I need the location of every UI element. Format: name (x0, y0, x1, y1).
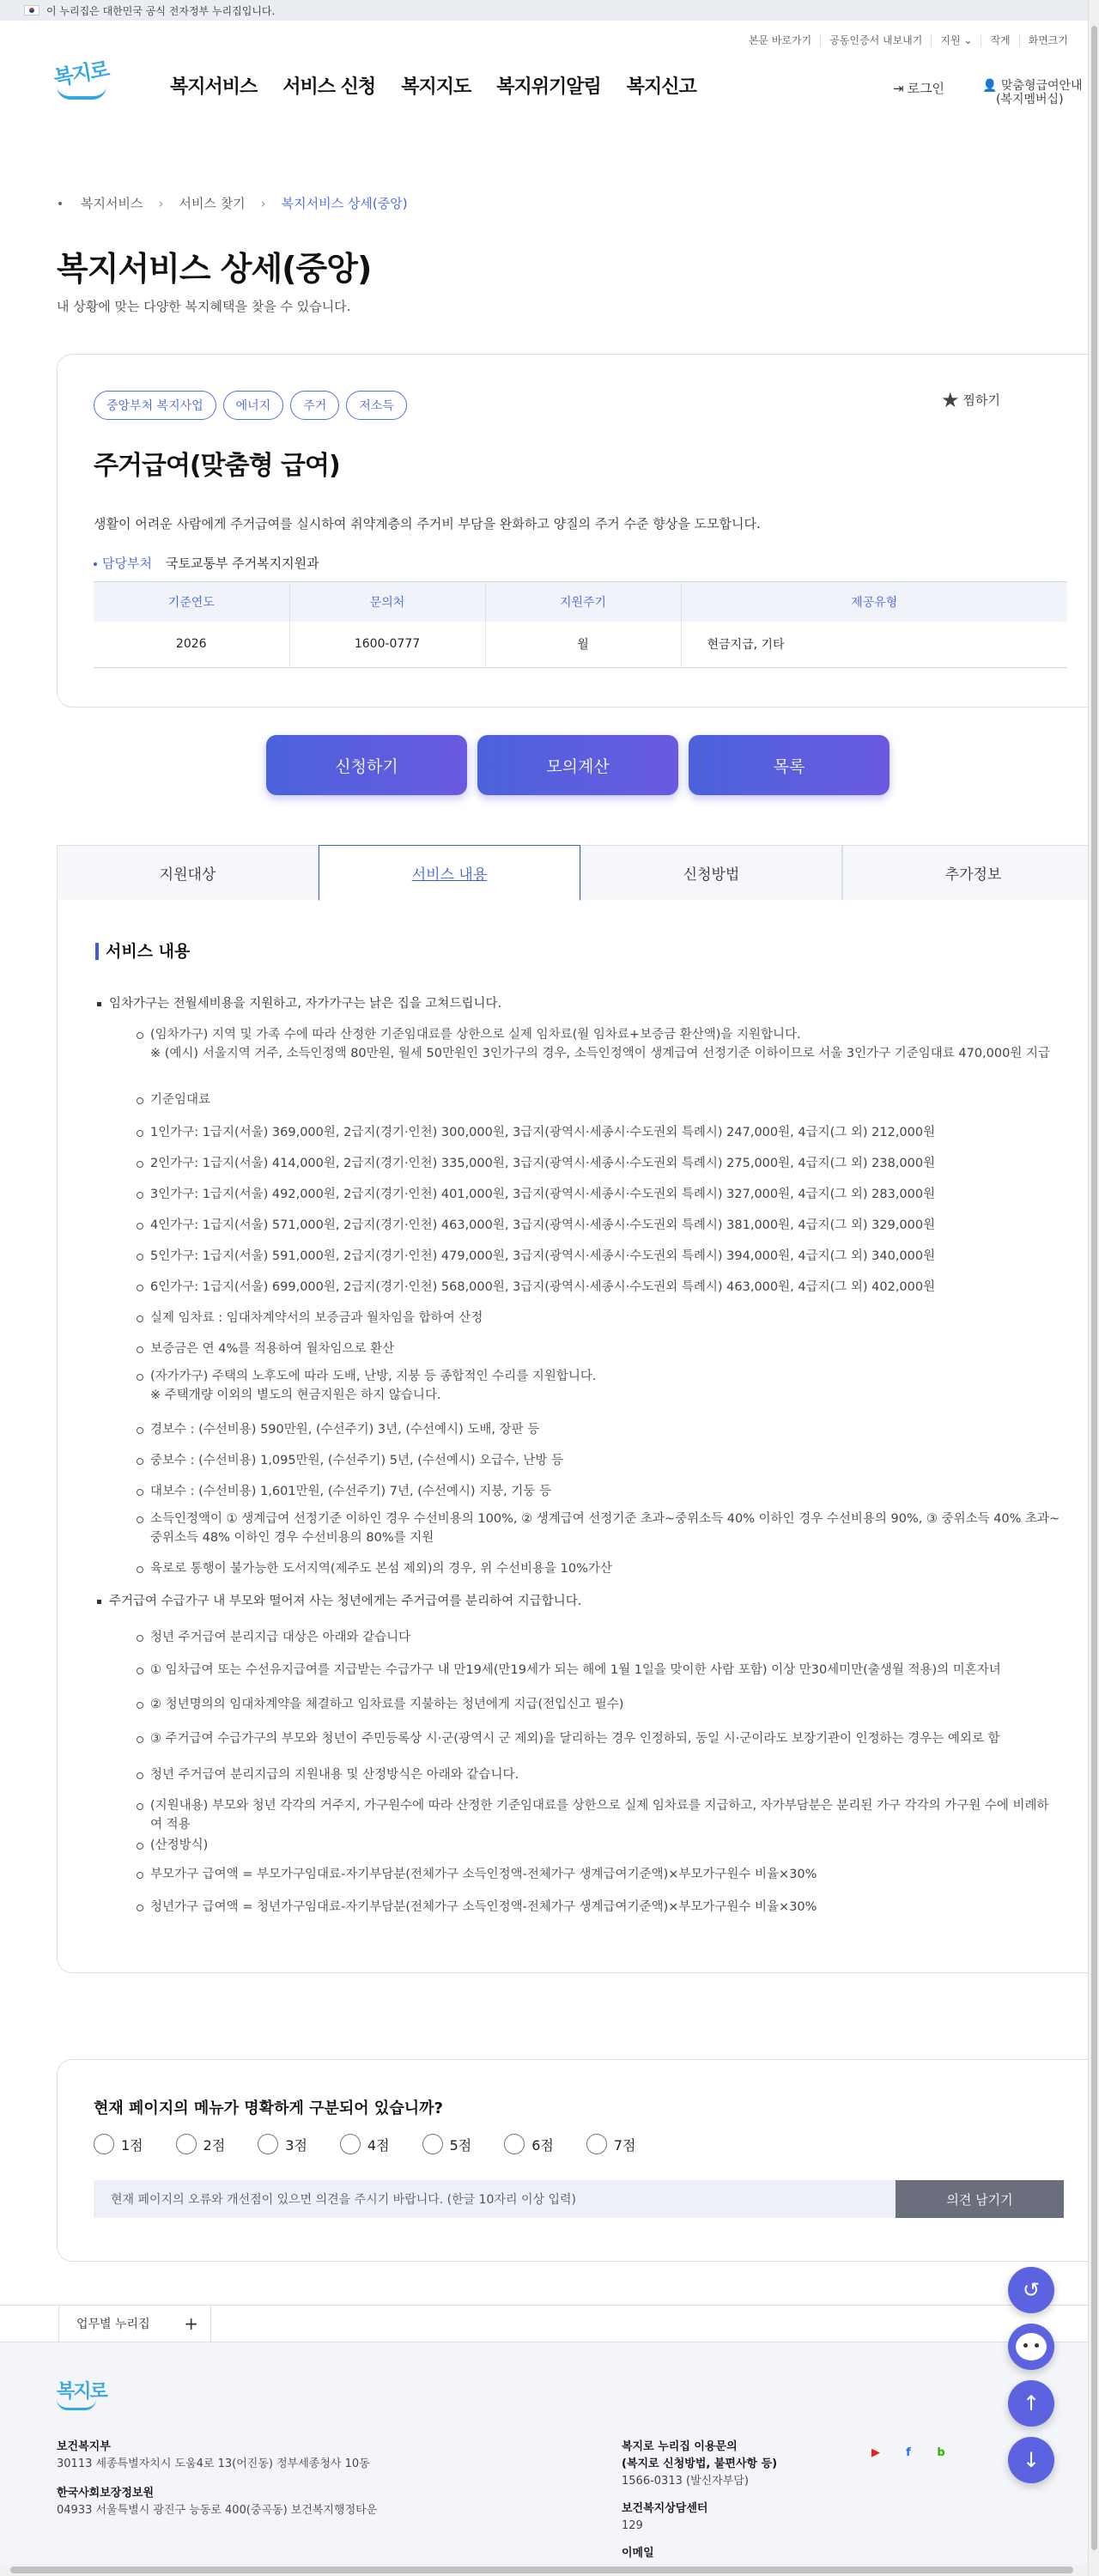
list-item (150, 1482, 1069, 1501)
radio-icon (94, 2134, 114, 2154)
list-item (150, 1628, 1069, 1647)
list-item (150, 1154, 1069, 1173)
list-item (150, 1420, 1069, 1439)
list-item-text: 대보수 : (수선비용) 1,601만원, (수선주기) 7년, (수선예시) 지붕, 기둥 등 (150, 1485, 552, 1498)
footer-logo: 복지로 (57, 2377, 106, 2403)
satisfaction-survey (57, 2059, 1099, 2262)
chevron-right-icon: › (158, 195, 164, 211)
tag-energy[interactable]: 에너지 (223, 391, 284, 420)
breadcrumb-item[interactable]: 복지서비스 (81, 196, 143, 211)
screen-size-button[interactable]: 화면크기 (1028, 34, 1068, 46)
rating-option[interactable] (340, 2134, 390, 2154)
list-item (150, 1898, 1069, 1917)
list-item (150, 1185, 1069, 1204)
list-item-text: 부모가구 급여액 = 부모가구임대료-자기부담분(전체가구 소득인정액-전체가구 생계급여기준액)×부모가구원수 비율×30% (150, 1868, 817, 1881)
list-button[interactable]: 목록 (689, 735, 890, 795)
floating-buttons (1008, 2267, 1054, 2483)
tab-eligibility[interactable]: 지원대상 (57, 845, 319, 900)
favorite-label: 찜하기 (962, 392, 1000, 408)
radio-icon (586, 2134, 607, 2154)
list-item-text: 실제 임차료 : 임대차계약서의 보증금과 월차임을 합하여 산정 (150, 1311, 483, 1325)
table-header-row (94, 582, 1067, 622)
utility-menu (740, 34, 1077, 46)
list-item (150, 1796, 1069, 1834)
service-description: 생활이 어려운 사람에게 주거급여를 실시하여 취약계층의 주거비 부담을 완화하고 양질의 주거 수준 향상을 도모합니다. (94, 516, 761, 532)
nav-welfare-report[interactable]: 복지신고 (626, 76, 696, 98)
list-item-note: ※ (예시) 서울지역 거주, 소득인정액 80만원, 월세 50만원인 3인가구의 경우, 소득인정액이 생계급여 선정기준 이하이므로 서울 3인가구 기준임대료 470,000원 지급 (150, 1047, 1050, 1060)
service-title: 주거급여(맞춤형 급여) (94, 451, 340, 481)
table-header: 지원주기 (485, 582, 681, 622)
rating-option[interactable] (94, 2134, 143, 2154)
sns-links (865, 2442, 951, 2463)
table-cell: 1600-0777 (289, 622, 485, 668)
scrollbar-thumb[interactable] (10, 2567, 1073, 2573)
biz-portal-toggle[interactable] (58, 2306, 211, 2342)
list-item (150, 1278, 1069, 1297)
logo-smile-icon (57, 86, 106, 100)
list-item (109, 1592, 581, 1611)
list-item-text: 기준임대료 (150, 1093, 211, 1107)
center-phone: 129 (622, 2519, 643, 2532)
rating-label: 5점 (449, 2136, 472, 2154)
rating-label: 7점 (613, 2136, 636, 2154)
nav-crisis-alert[interactable]: 복지위기알림 (496, 76, 601, 98)
list-item (150, 1340, 1069, 1358)
rating-option[interactable] (176, 2134, 226, 2154)
tab-how-to-apply[interactable]: 신청방법 (580, 845, 842, 900)
membership-label: (복지멤버십) (996, 93, 1064, 106)
list-item (109, 994, 501, 1013)
nav-welfare-services[interactable]: 복지서비스 (170, 76, 258, 98)
survey-question: 현재 페이지의 메뉴가 명확하게 구분되어 있습니까? (94, 2099, 443, 2117)
radio-icon (258, 2134, 278, 2154)
list-item-text: 보증금은 연 4%를 적용하여 월차임으로 환산 (150, 1342, 395, 1356)
font-small-button[interactable]: 작게 (981, 34, 1019, 46)
rating-label: 2점 (203, 2136, 226, 2154)
list-item-text: 5인가구: 1급지(서울) 591,000원, 2급지(경기·인천) 479,000원, 3급지(광역시·세종시·수도권외 특례시) 394,000원, 4급지(그 외) 340,000원 (150, 1249, 936, 1263)
mascot-face-icon (1016, 2333, 1047, 2360)
list-item-text: 1인가구: 1급지(서울) 369,000원, 2급지(경기·인천) 300,000원, 3급지(광역시·세종시·수도권외 특례시) 247,000원, 4급지(그 외) 212,000원 (150, 1126, 936, 1139)
nav-welfare-map[interactable]: 복지지도 (401, 76, 471, 98)
korea-flag-icon (24, 5, 39, 15)
list-item (150, 1865, 1069, 1884)
section-title: 서비스 내용 (95, 943, 190, 960)
plus-icon: + (184, 2313, 198, 2334)
footer-org-2 (57, 2485, 377, 2519)
department-row (94, 554, 319, 572)
vertical-scrollbar[interactable] (1088, 0, 1099, 2576)
language-select[interactable] (932, 34, 981, 46)
list-item (150, 1451, 1069, 1470)
rating-options (94, 2134, 635, 2154)
gov-banner (0, 0, 1099, 21)
table-cell: 2026 (94, 622, 289, 668)
page-title: 복지서비스 상세(중앙) (57, 250, 372, 288)
radio-icon (422, 2134, 443, 2154)
list-item-text: 청년 주거급여 분리지급 대상은 아래와 같습니다 (150, 1631, 411, 1644)
list-item-text: ③ 주거급여 수급가구의 부모와 청년이 주민등록상 시·군(광역시 군 제외)을 달리하는 경우 인정하되, 동일 시·군이라도 보장기관이 인정하는 경우는 예외로 함 (150, 1732, 1000, 1746)
list-item (150, 1247, 1069, 1266)
biz-portal-bar (0, 2305, 1088, 2342)
department-label: 담당부처 (94, 554, 152, 572)
custom-benefit-link[interactable] (982, 79, 1090, 106)
feedback-input[interactable]: 현재 페이지의 오류와 개선점이 있으면 의견을 주시기 바랍니다. (한글 10자리 이상 입력) (94, 2180, 896, 2218)
language-label: 지원 (940, 34, 961, 46)
footer-inquiry (622, 2439, 777, 2562)
org-address: 30113 세종특별자치시 도움4로 13(어진동) 정부세종청사 10동 (57, 2458, 370, 2470)
list-item (150, 1025, 1069, 1063)
list-item-text: 경보수 : (수선비용) 590만원, (수선주기) 3년, (수선예시) 도배, 장판 등 (150, 1423, 540, 1437)
action-buttons (266, 735, 890, 795)
tab-additional-info[interactable]: 추가정보 (842, 845, 1099, 900)
table-header: 제공유형 (681, 582, 1067, 622)
list-item-text: 2인가구: 1급지(서울) 414,000원, 2급지(경기·인천) 335,000원, 3급지(광역시·세종시·수도권외 특례시) 275,000원, 4급지(그 외) 238,000원 (150, 1157, 936, 1170)
list-item-note: ※ 주택개량 이외의 별도의 현금지원은 하지 않습니다. (150, 1388, 441, 1402)
scrollbar-thumb[interactable] (1091, 26, 1097, 2550)
list-item (150, 1216, 1069, 1235)
skip-to-content-link[interactable]: 본문 바로가기 (740, 34, 821, 46)
export-certificate-link[interactable]: 공동인증서 내보내기 (821, 34, 932, 46)
gov-banner-text: 이 누리집은 대한민국 공식 전자정부 누리집입니다. (46, 4, 276, 17)
table-row (94, 622, 1067, 668)
table-cell: 월 (485, 622, 681, 668)
inquiry-title: 복지로 누리집 이용문의 (622, 2440, 738, 2453)
breadcrumb (58, 194, 408, 212)
list-item (150, 1091, 1069, 1109)
list-item (150, 1661, 1069, 1680)
rating-option[interactable] (258, 2134, 307, 2154)
facebook-icon[interactable]: f (906, 2445, 911, 2459)
list-item-text: (산정방식) (150, 1838, 209, 1852)
list-item-note: 여 적용 (150, 1818, 191, 1832)
rating-option[interactable] (504, 2134, 554, 2154)
arrow-down-icon[interactable]: ↓ (1008, 2437, 1054, 2483)
list-item (150, 1729, 1069, 1748)
list-item-text: 3인가구: 1급지(서울) 492,000원, 2급지(경기·인천) 401,000원, 3급지(광역시·세종시·수도권외 특례시) 327,000원, 4급지(그 외) 283,000원 (150, 1188, 936, 1201)
list-item (150, 1510, 1069, 1547)
rating-label: 1점 (121, 2136, 143, 2154)
person-icon: 👤 (982, 79, 998, 93)
list-item-text: 소득인정액이 ① 생계급여 선정기준 이하인 경우 수선비용의 100%, ② 생계급여 선정기준 초과~중위소득 40% 이하인 경우 수선비용의 90%, ③ 중위소득 40% 초과~ (150, 1512, 1060, 1526)
simulate-button[interactable]: 모의계산 (477, 735, 678, 795)
home-icon[interactable] (58, 202, 62, 205)
list-item (150, 1836, 1069, 1855)
login-link[interactable] (893, 79, 944, 97)
horizontal-scrollbar[interactable] (0, 2564, 1088, 2576)
blog-icon[interactable]: b (937, 2445, 945, 2459)
list-item-text: 주거급여 수급가구 내 부모와 떨어져 사는 청년에게는 주거급여를 분리하여 지급합니다. (109, 1595, 582, 1608)
list-item-text: 임차가구는 전월세비용을 지원하고, 자가가구는 낡은 집을 고쳐드립니다. (109, 997, 502, 1011)
logo-text: 복지로 (52, 57, 110, 91)
login-label: 로그인 (907, 81, 945, 96)
list-item-text: 청년 주거급여 분리지급의 지원내용 및 산정방식은 아래와 같습니다. (150, 1768, 519, 1782)
list-item (150, 1559, 1069, 1578)
tag-list (94, 391, 407, 420)
list-item-text: ② 청년명의의 임대차계약을 체결하고 임차료를 지불하는 청년에게 지급(전입신고 필수) (150, 1698, 624, 1711)
footer-org-1 (57, 2439, 370, 2473)
table-cell: 현금지급, 기타 (681, 622, 1067, 668)
service-content-panel (57, 900, 1099, 1973)
list-item-text: 청년가구 급여액 = 청년가구임대료-자기부담분(전체가구 소득인정액-전체가구 생계급여기준액)×부모가구원수 비율×30% (150, 1900, 817, 1914)
tag-housing[interactable]: 주거 (290, 391, 339, 420)
tab-service-content[interactable]: 서비스 내용 (319, 845, 580, 901)
list-item (150, 1309, 1069, 1327)
list-item-text: (임차가구) 지역 및 가족 수에 따라 산정한 기준임대료를 상한으로 실제 임차료(월 임차료+보증금 환산액)을 지원합니다. (150, 1028, 801, 1042)
inquiry-subtitle: (복지로 신청방법, 불편사항 등) (622, 2458, 778, 2470)
breadcrumb-item[interactable]: 서비스 찾기 (179, 196, 246, 211)
submit-feedback-button[interactable]: 의견 남기기 (896, 2180, 1064, 2218)
list-item (150, 1765, 1069, 1784)
rating-label: 3점 (285, 2136, 307, 2154)
rating-label: 4점 (367, 2136, 390, 2154)
department-value: 국토교통부 주거복지지원과 (165, 556, 319, 571)
rating-option[interactable] (586, 2134, 636, 2154)
list-item-note: 중위소득 48% 이하인 경우 수선비용의 80%를 지원 (150, 1531, 434, 1545)
radio-icon (176, 2134, 197, 2154)
list-item (150, 1123, 1069, 1142)
org-name: 보건복지부 (57, 2440, 111, 2453)
table-header: 문의처 (289, 582, 485, 622)
chevron-right-icon: › (260, 195, 266, 211)
youtube-icon[interactable]: ▶ (871, 2445, 880, 2459)
nav-apply-service[interactable]: 서비스 신청 (282, 76, 376, 98)
radio-icon (340, 2134, 361, 2154)
tag-low-income[interactable]: 저소득 (346, 391, 407, 420)
rating-option[interactable] (422, 2134, 472, 2154)
star-icon: ★ (941, 387, 960, 412)
main-nav (170, 72, 722, 99)
list-item (150, 1367, 1069, 1405)
radio-icon (504, 2134, 525, 2154)
service-summary-card (57, 354, 1099, 708)
login-icon: ⇥ (893, 80, 904, 96)
site-footer (0, 2342, 1088, 2564)
tag-ministry[interactable]: 중앙부처 복지사업 (94, 391, 216, 420)
custom-benefit-label: 맞춤형급여안내 (1000, 79, 1083, 93)
list-item-text: 4인가구: 1급지(서울) 571,000원, 2급지(경기·인천) 463,000원, 3급지(광역시·세종시·수도권외 특례시) 381,000원, 4급지(그 외) 329,000원 (150, 1218, 936, 1232)
arrow-up-icon[interactable]: ↑ (1008, 2380, 1054, 2427)
history-icon[interactable]: ↺ (1008, 2267, 1054, 2313)
list-item-text: 육로로 통행이 불가능한 도서지역(제주도 본섬 제외)의 경우, 위 수선비용을 10%가산 (150, 1562, 612, 1576)
list-item-text: 6인가구: 1급지(서울) 699,000원, 2급지(경기·인천) 568,000원, 3급지(광역시·세종시·수도권외 특례시) 463,000원, 4급지(그 외) 402,000원 (150, 1280, 936, 1294)
chatbot-mascot-icon[interactable] (1008, 2324, 1054, 2370)
inquiry-phone: 1566-0313 (발신자부담) (622, 2475, 749, 2488)
list-item-text: ① 임차급여 또는 수선유지급여를 지급받는 수급가구 내 만19세(만19세가 되는 해에 1월 1일을 맞이한 사람 포함) 이상 만30세미만(출생월 적용)의 미혼자녀 (150, 1663, 1001, 1677)
site-logo[interactable] (53, 57, 113, 108)
favorite-button[interactable] (941, 387, 1000, 412)
chevron-down-icon: ⌄ (963, 34, 973, 46)
detail-tabs (57, 845, 1099, 900)
biz-portal-label: 업무별 누리집 (76, 2318, 150, 2331)
service-info-table (94, 581, 1067, 668)
list-item-text: (지원내용) 부모와 청년 각각의 거주지, 가구원수에 따라 산정한 기준임대료를 상한으로 실제 임차료를 지급하고, 자가부담분은 분리된 가구 각각의 가구원 수에 비례하 (150, 1799, 1049, 1813)
page-subtitle: 내 상황에 맞는 다양한 복지혜택을 찾을 수 있습니다. (57, 299, 351, 314)
org-name: 한국사회보장정보원 (57, 2487, 155, 2500)
org-address: 04933 서울특별시 광진구 능동로 400(중곡동) 보건복지행정타운 (57, 2504, 378, 2517)
apply-button[interactable]: 신청하기 (266, 735, 467, 795)
center-title: 보건복지상담센터 (622, 2502, 708, 2515)
breadcrumb-current: 복지서비스 상세(중앙) (281, 196, 408, 211)
list-item (150, 1695, 1069, 1714)
list-item-text: (자가가구) 주택의 노후도에 따라 도배, 난방, 지붕 등 종합적인 수리를 지원합니다. (150, 1370, 597, 1383)
rating-label: 6점 (531, 2136, 554, 2154)
email-title: 이메일 (622, 2547, 654, 2560)
list-item-text: 중보수 : (수선비용) 1,095만원, (수선주기) 5년, (수선예시) 오급수, 난방 등 (150, 1454, 564, 1467)
table-header: 기준연도 (94, 582, 289, 622)
